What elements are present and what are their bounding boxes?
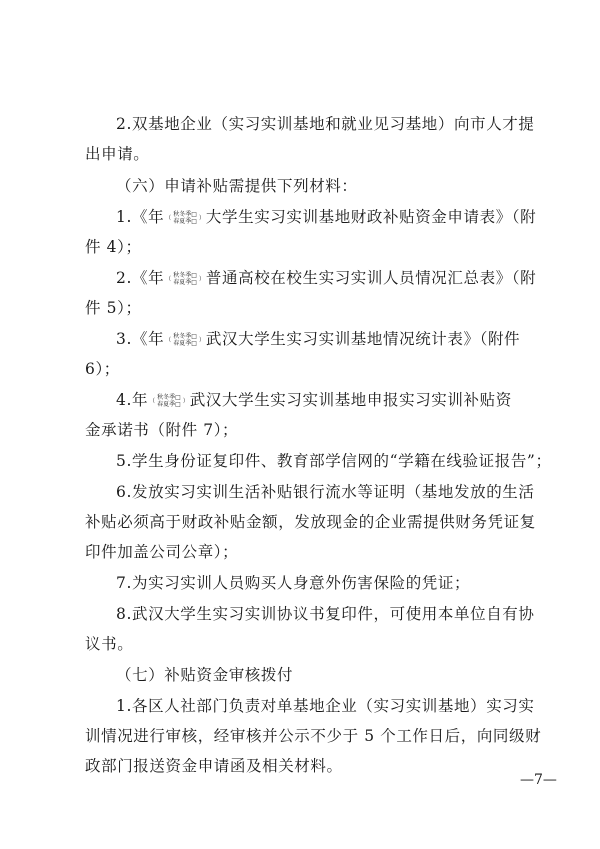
page-number: —7— xyxy=(520,772,557,788)
section-heading-7: （七）补贴资金审核拨付 xyxy=(116,666,294,684)
item-text: 大学生实习实训基地财政补贴资金申请表》（附 xyxy=(205,208,537,226)
list-item-8: 8.武汉大学生实习实训协议书复印件，可使用本单位自有协 xyxy=(116,605,535,623)
season-options: 秋冬季□ 春夏季□ xyxy=(173,333,197,347)
paragraph-line: 1.各区人社部门负责对单基地企业（实习实训基地）实习实 xyxy=(116,697,535,715)
list-item-6-cont: 补贴必须高于财政补贴金额，发放现金的企业需提供财务凭证复 xyxy=(85,513,536,531)
list-item-1-cont: 件 4）； xyxy=(85,238,142,256)
item-text: 普通高校在校生实习实训人员情况汇总表》（附 xyxy=(205,269,537,287)
list-item-3-cont: 6）； xyxy=(85,360,120,378)
list-item-5: 5.学生身份证复印件、教育部学信网的“学籍在线验证报告”； xyxy=(116,452,552,470)
item-text: 武汉大学生实习实训基地申报实习实训补贴资 xyxy=(189,391,512,409)
list-item-1: 1.《年 （ 秋冬季□ 春夏季□ ） 大学生实习实训基地财政补贴资金申请表》（附 xyxy=(116,208,537,226)
list-item-4-cont: 金承诺书（附件 7）； xyxy=(85,421,239,439)
list-item-2: 2.《年 （ 秋冬季□ 春夏季□ ） 普通高校在校生实习实训人员情况汇总表》（附 xyxy=(116,269,537,287)
list-item-6-cont: 印件加盖公司公章）； xyxy=(85,543,239,561)
item-prefix: 2.《年 xyxy=(116,269,165,287)
section-heading-6: （六）申请补贴需提供下列材料： xyxy=(116,177,358,195)
item-prefix: 4.年 xyxy=(116,391,149,409)
list-item-7: 7.为实习实训人员购买人身意外伤害保险的凭证； xyxy=(116,574,471,592)
item-text: 武汉大学生实习实训基地情况统计表》（附件 xyxy=(205,330,521,348)
paragraph-line: 出申请。 xyxy=(85,145,150,163)
season-options: 秋冬季□ 春夏季□ xyxy=(157,394,181,408)
list-item-2-cont: 件 5）； xyxy=(85,299,142,317)
item-prefix: 3.《年 xyxy=(116,330,165,348)
season-options: 秋冬季□ 春夏季□ xyxy=(173,272,197,286)
paragraph-line: 2.双基地企业（实习实训基地和就业见习基地）向市人才提 xyxy=(116,115,535,133)
season-options: 秋冬季□ 春夏季□ xyxy=(173,211,197,225)
list-item-3: 3.《年 （ 秋冬季□ 春夏季□ ） 武汉大学生实习实训基地情况统计表》（附件 xyxy=(116,330,521,348)
paragraph-line: 训情况进行审核，经审核并公示不少于 5 个工作日后，向同级财 xyxy=(85,727,542,745)
paragraph-line: 政部门报送资金申请函及相关材料。 xyxy=(85,757,343,775)
list-item-8-cont: 议书。 xyxy=(85,635,134,653)
season-checkbox-stack: （ xyxy=(165,214,172,222)
list-item-4: 4.年 （ 秋冬季□ 春夏季□ ） 武汉大学生实习实训基地申报实习实训补贴资 xyxy=(116,391,512,409)
item-prefix: 1.《年 xyxy=(116,208,165,226)
list-item-6: 6.发放实习实训生活补贴银行流水等证明（基地发放的生活 xyxy=(116,483,535,501)
